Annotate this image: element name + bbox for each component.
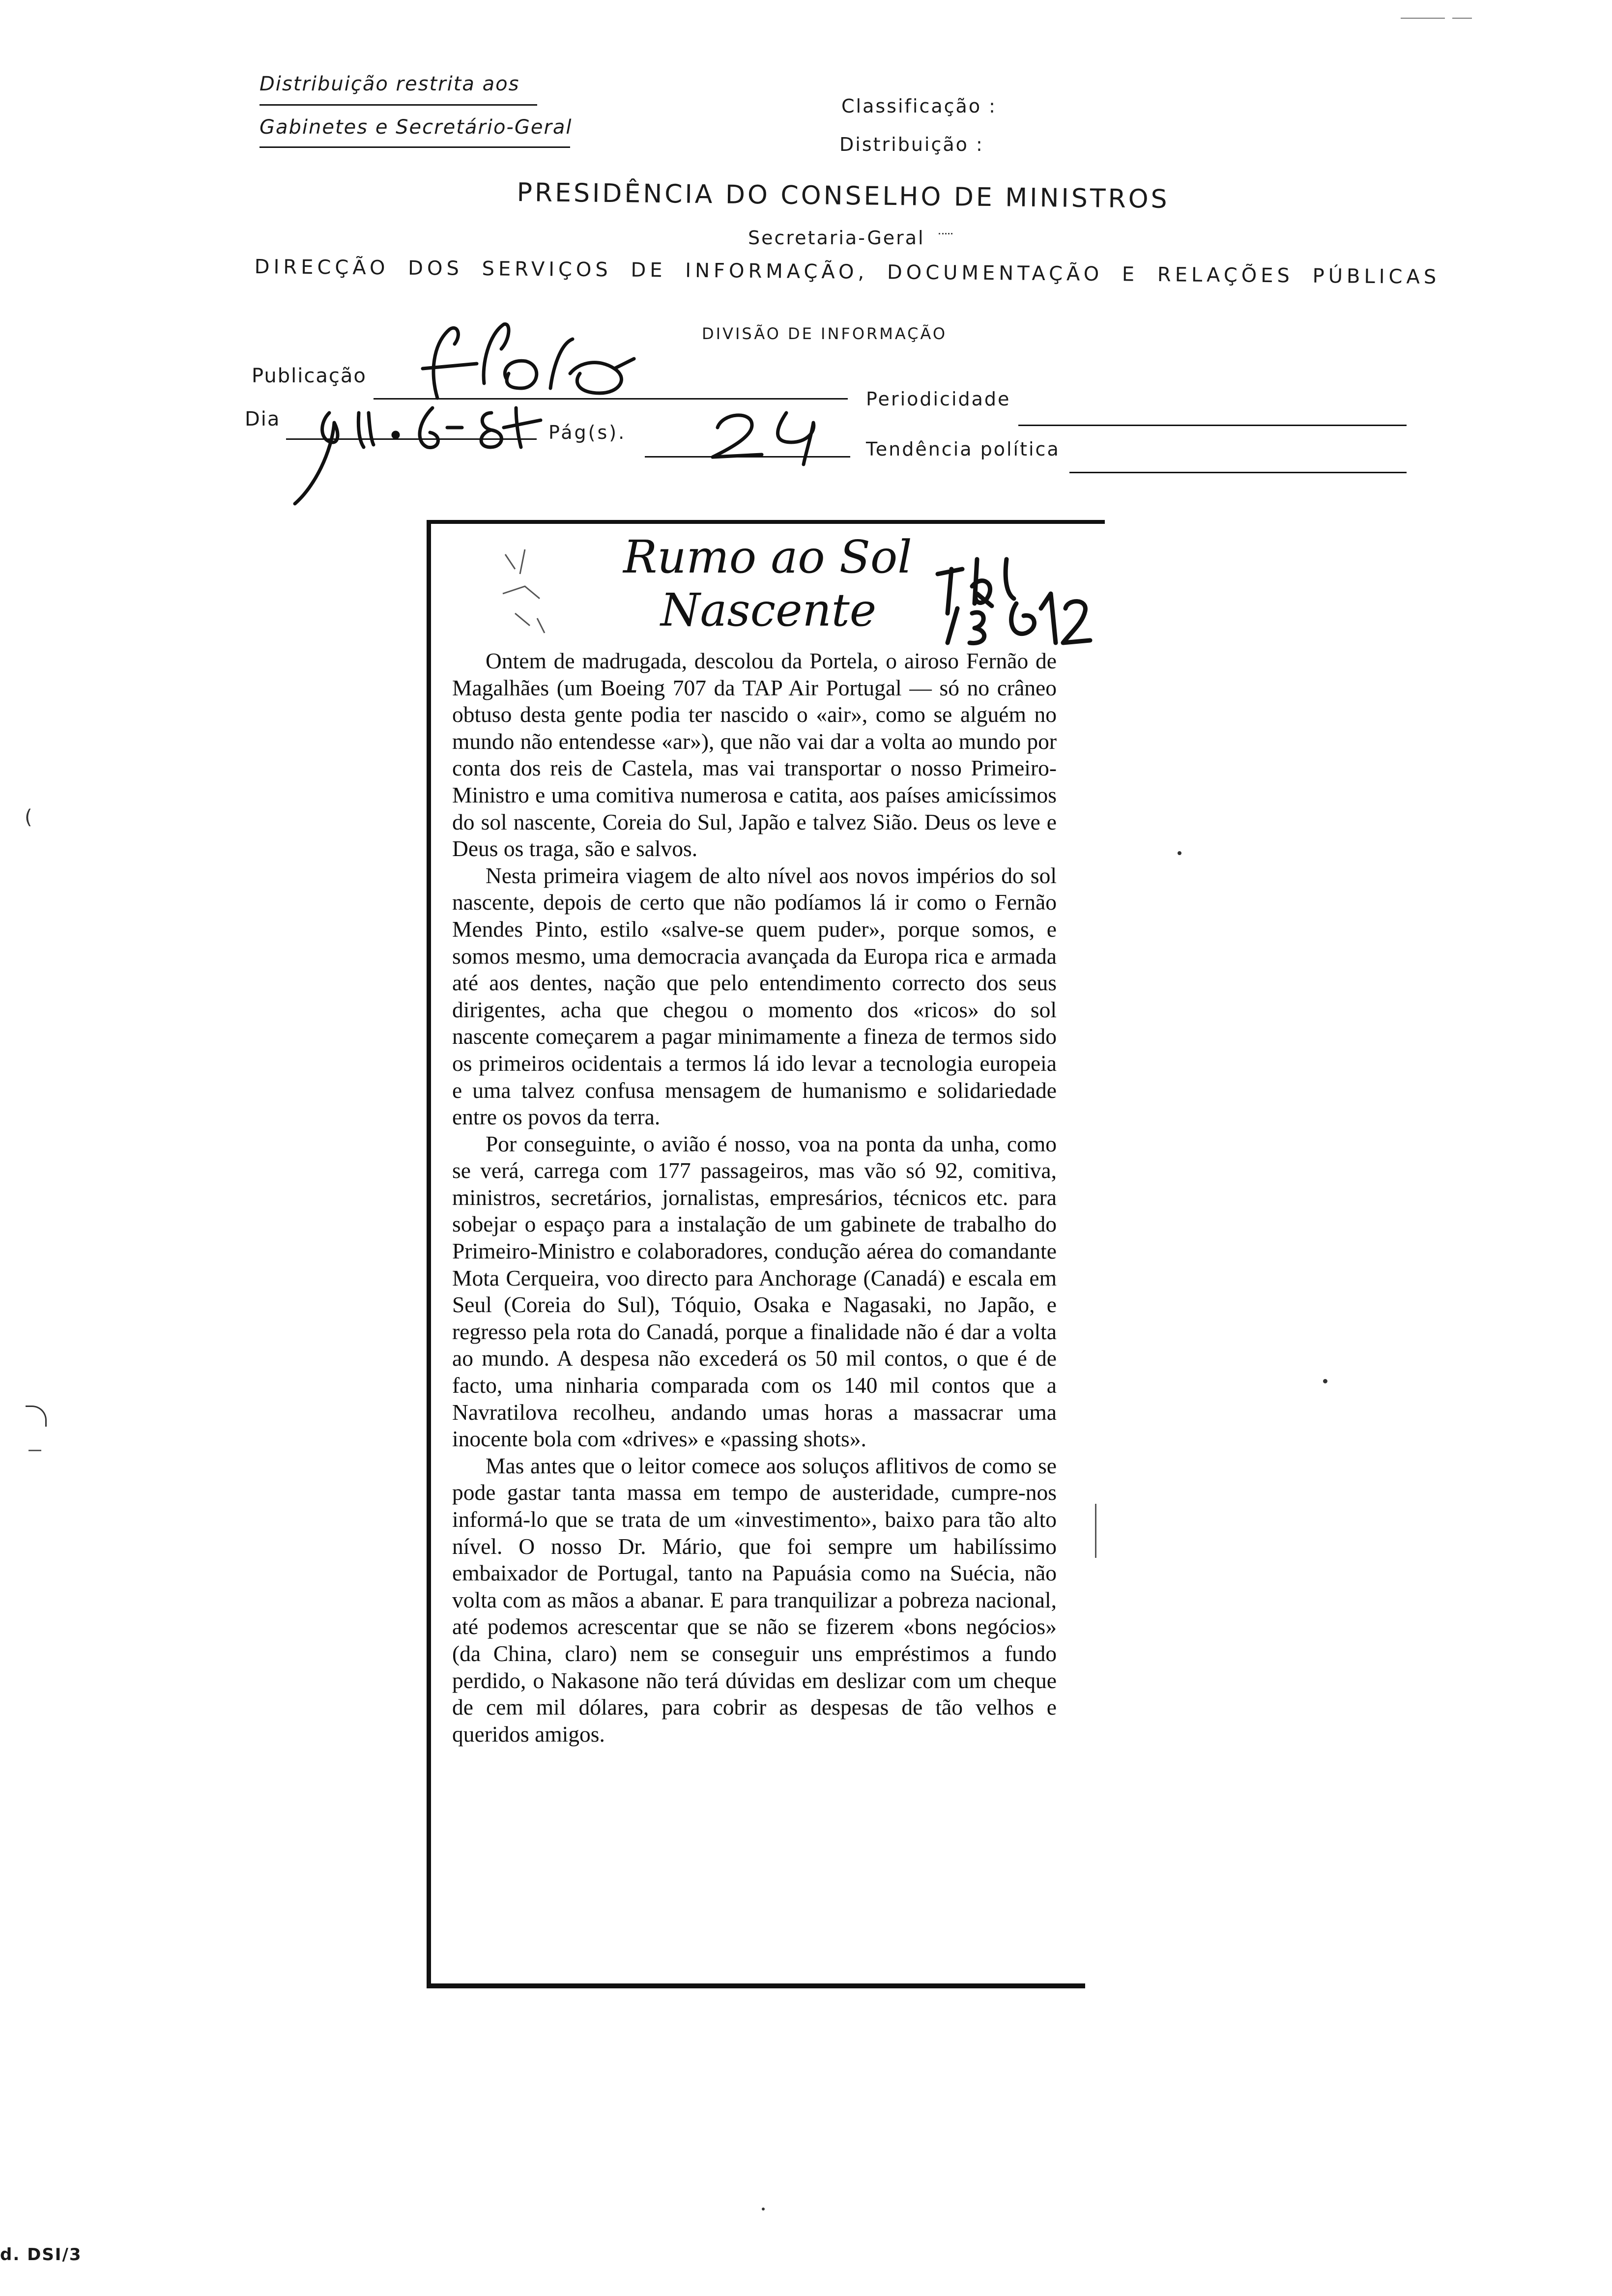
periodicidade-label: Periodicidade	[866, 388, 1011, 410]
distribution-line-2: Gabinetes e Secretário-Geral	[259, 116, 573, 139]
tendencia-label: Tendência política	[866, 438, 1060, 460]
clipping-top-border	[427, 520, 1105, 524]
distribution-underline-2	[259, 146, 570, 148]
scan-dot	[1323, 1379, 1327, 1383]
article-clipping	[427, 520, 1105, 1988]
scan-mark	[1452, 18, 1472, 19]
scan-mark: (	[25, 806, 32, 829]
handwritten-date	[285, 393, 560, 506]
clipping-bottom-border	[427, 1983, 1085, 1988]
tendencia-line	[1069, 472, 1407, 473]
handwritten-page	[708, 403, 835, 467]
pags-label: Pág(s).	[548, 422, 627, 443]
dia-label: Dia	[245, 408, 281, 430]
clipping-left-border	[427, 520, 431, 1988]
scan-mark	[26, 1406, 47, 1427]
photo-remnant	[495, 540, 554, 638]
scan-mark	[1095, 1504, 1096, 1558]
article-paragraph: Mas antes que o leitor comece aos soluços aflitivos de como se pode gastar tanta massa em tempo de austeridade, cumpre-nos informá-lo que se trata de um «investimento», baixo para tão alto nível. O nosso Dr. Mário, que foi sempre um habilíssimo embaixador de Portugal, tanto na Papuásia como na Suécia, não volta com as mãos a abanar. E para tranquilizar a pobreza nacional, até podemos acrescentar que se não se fizerem «bons negócios» (da China, claro) nem se conseguir uns empréstimos a fundo perdido, o Nakasone não terá dúvidas em deslizar com um cheque de cem mil dólares, para cobrir as despesas de tão velhos e queridos amigos.	[452, 1453, 1057, 1747]
scan-mark	[1401, 18, 1445, 19]
scan-dot	[762, 2208, 765, 2210]
org-title: PRESIDÊNCIA DO CONSELHO DE MINISTROS	[517, 178, 1170, 214]
distribuicao-label: Distribuição :	[839, 134, 984, 155]
periodicidade-line	[1018, 425, 1407, 426]
classificacao-label: Classificação :	[841, 95, 997, 117]
publicacao-label: Publicação	[252, 365, 367, 387]
form-code: d. DSI/3	[0, 2245, 82, 2265]
division-label: DIVISÃO DE INFORMAÇÃO	[702, 324, 948, 343]
handwritten-title-annotation	[933, 540, 1095, 648]
scan-dot	[1178, 851, 1181, 855]
article-title-line-2: Nascente	[661, 584, 877, 636]
secretaria-label: Secretaria-Geral	[748, 227, 925, 249]
distribution-line-1: Distribuição restrita aos	[259, 73, 520, 95]
distribution-underline-1	[259, 104, 537, 106]
article-title-line-1: Rumo ao Sol	[623, 531, 912, 583]
article-paragraph: Ontem de madrugada, descolou da Portela, o airoso Fernão de Magalhães (um Boeing 707 da TAP Air Portugal — só no crâneo obtuso desta gente podia ter nascido o «air», como se alguém no mundo não entendesse «ar»), que não vai dar a volta ao mundo por conta dos reis de Castela, mas vai transportar o nosso Primeiro-Ministro e uma comitiva numerosa e catita, aos países amicíssimos do sol nascente, Coreia do Sul, Japão e talvez Sião. Deus os leve e Deus os traga, são e salvos.	[452, 648, 1057, 861]
article-paragraph: Nesta primeira viagem de alto nível aos novos impérios do sol nascente, depois de certo que não podíamos lá ir como o Fernão Mendes Pinto, estilo «salve-se quem puder», porque somos, e somos mesmo, uma democracia avançada da Europa rica e armada até aos dentes, nação que pelo entendimento correcto dos seus dirigentes, acha que chegou o momento dos «ricos» do sol nascente começarem a pagar minimamente a fineza de termos sido os primeiros ocidentais a termos lá ido levar a tecnologia europeia e uma talvez confusa mensagem de humanismo e solidariedade entre os povos da terra.	[452, 862, 1057, 1130]
scan-mark	[29, 1450, 41, 1451]
article-body	[452, 648, 1057, 1748]
directorate-line: DIRECÇÃO DOS SERVIÇOS DE INFORMAÇÃO, DOCUMENTAÇÃO E RELAÇÕES PÚBLICAS	[254, 256, 1440, 289]
secretaria-dots	[939, 233, 952, 234]
article-paragraph: Por conseguinte, o avião é nosso, voa na ponta da unha, como se verá, carrega com 177 passageiros, mas vão só 92, comitiva, ministros, secretários, jornalistas, empresários, técnicos etc. para sobejar o espaço para a instalação de um gabinete de trabalho do Primeiro-Ministro e colaboradores, condução aérea do comandante Mota Cerqueira, voo directo para Anchorage (Canadá) e escala em Seul (Coreia do Sul), Tóquio, Osaka e Nagasaki, no Japão, e regresso pela rota do Canadá, porque a finalidade não é dar a volta ao mundo. A despesa não excederá os 50 mil contos, o que é de facto, uma ninharia comparada com os 140 mil contos que a Navratilova recolheu, andando umas horas a massacrar uma inocente bola com «drives» e «passing shots».	[452, 1131, 1057, 1452]
